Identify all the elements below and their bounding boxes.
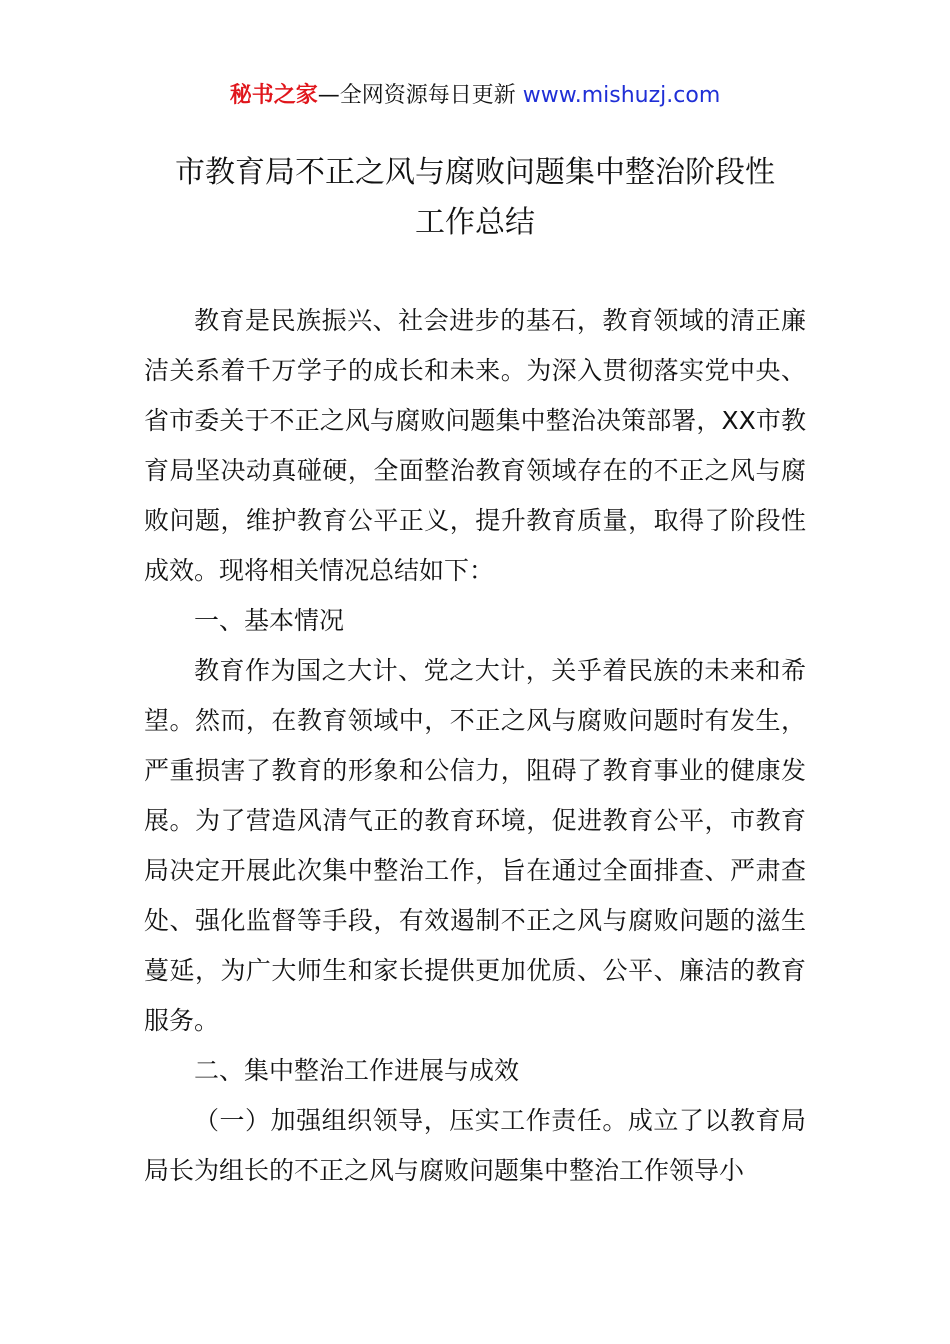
document-body	[144, 296, 806, 1196]
header-tagline: —全网资源每日更新	[317, 83, 523, 108]
section-1-heading: 一、基本情况	[194, 606, 345, 635]
document-title	[140, 148, 810, 248]
section-2-subsection-1: （一）加强组织领导，压实工作责任。成立了以教育局局长为组长的不正之风与腐败问题集中整治工作领导小	[144, 1106, 806, 1185]
site-url-link[interactable]: www.mishuzj.com	[522, 83, 721, 108]
brand-name: 秘书之家	[229, 83, 318, 108]
section-1-paragraph: 教育作为国之大计、党之大计，关乎着民族的未来和希望。然而，在教育领域中，不正之风与腐败问题时有发生，严重损害了教育的形象和公信力，阻碍了教育事业的健康发展。为了营造风清气正的教育环境，促进教育公平，市教育局决定开展此次集中整治工作，旨在通过全面排查、严肃查处、强化监督等手段，有效遏制不正之风与腐败问题的滋生蔓延，为广大师生和家长提供更加优质、公平、廉洁的教育服务。	[144, 656, 806, 1035]
title-line-2: 工作总结	[415, 205, 535, 240]
intro-paragraph: 教育是民族振兴、社会进步的基石，教育领域的清正廉洁关系着千万学子的成长和未来。为深入贯彻落实党中央、省市委关于不正之风与腐败问题集中整治决策部署，XX市教育局坚决动真碰硬，全面整治教育领域存在的不正之风与腐败问题，维护教育公平正义，提升教育质量，取得了阶段性成效。现将相关情况总结如下：	[144, 306, 806, 585]
title-line-1: 市教育局不正之风与腐败问题集中整治阶段性	[175, 155, 775, 190]
section-2-heading: 二、集中整治工作进展与成效	[194, 1056, 520, 1085]
page-header	[0, 80, 950, 112]
